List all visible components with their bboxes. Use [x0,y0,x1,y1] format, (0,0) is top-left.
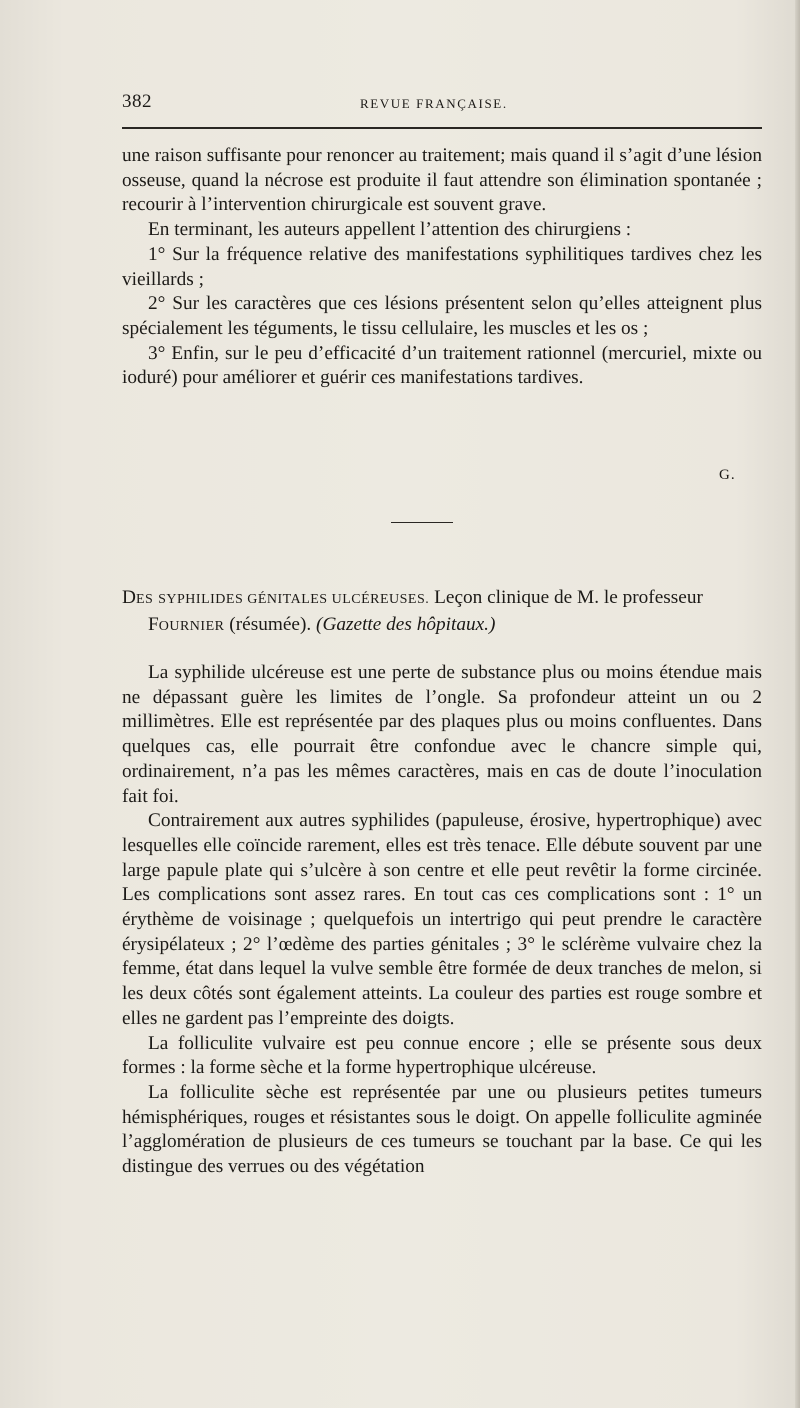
title-smallcaps: SYPHILIDES GÉNITALES ULCÉREUSES. [158,592,430,607]
list-item: 1° Sur la fréquence relative des manifestations syphilitiques tardives chez les vieillards ; [122,243,762,290]
running-head: REVUE FRANÇAISE. [360,96,508,111]
section-divider [391,522,453,523]
author-initial: F [148,613,159,635]
header-rule [122,127,762,129]
page-number: 382 [122,91,152,112]
paragraph: une raison suffisante pour renoncer au traitement; mais quand il s’agit d’une lésion osseuse, quand la nécrose est produite il faut attendre son élimination spontanée ; recourir à l’intervention chirurgicale est souvent grave. [122,145,762,216]
paragraph: Contrairement aux autres syphilides (papuleuse, érosive, hypertrophique) avec lesquelles elle coïncide rarement, elles est très tenace. Elle débute souvent par une large papule plate qui s’ulcère à son centre et elle peut revêtir la forme circinée. Les complications sont assez rares. En tout cas ces complications sont : 1° un érythème de voisinage ; quelquefois un intertrigo qui peut prendre le caractère érysipélateux ; 2° l’œdème des parties génitales ; 3° le sclérème vulvaire chez la femme, état dans lequel la vulve semble être formée de deux tranches de melon, si les deux côtés sont également atteints. La couleur des parties est rouge sombre et elles ne gardent pas l’empreinte des doigts. [122,810,762,1029]
title-resume: (résumée). [229,613,312,635]
paragraph: La syphilide ulcéreuse est une perte de substance plus ou moins étendue mais ne dépassant guère les limites de l’ongle. Sa profondeur atteint un ou 2 millimètres. Elle est représentée par des plaques plus ou moins confluentes. Dans quelques cas, elle pourrait être confondue avec le chancre simple qui, ordinairement, n’a pas les mêmes caractères, mais en cas de doute l’inoculation fait foi. [122,662,762,807]
title-initial: D [122,587,136,608]
paragraph: La folliculite vulvaire est peu connue encore ; elle se présente sous deux formes : la forme sèche et la forme hypertrophique ulcéreuse. [122,1032,762,1079]
page-edge-shadow [795,0,800,1408]
author-initial: G. [719,467,736,483]
title-smallcaps: ES [135,592,154,607]
title-source: (Gazette des hôpitaux.) [316,613,496,635]
paragraph: En terminant, les auteurs appellent l’attention des chirurgiens : [148,219,632,241]
page-header [122,91,722,117]
article-body [122,661,762,1180]
title-lecon: Leçon clinique de M. le professeur [434,587,703,608]
list-item: 3° Enfin, sur le peu d’efficacité d’un traitement rationnel (mercuriel, mixte ou ioduré) pour améliorer et guérir ces manifestations tardives. [122,342,762,389]
article-title [122,586,762,639]
paragraph: La folliculite sèche est représentée par une ou plusieurs petites tumeurs hémisphériques, rouges et résistantes sous le doigt. On appelle folliculite agminée l’agglomération de plusieurs de ces tumeurs se touchant par la base. Ce qui les distingue des verrues ou des végétation [122,1081,762,1178]
previous-article-conclusion [122,144,762,391]
title-line-2 [122,613,762,640]
list-item: 2° Sur les caractères que ces lésions présentent selon qu’elles atteignent plus spécialement les téguments, le tissu cellulaire, les muscles et les os ; [122,293,762,339]
author-smallcaps: OURNIER [158,618,225,634]
